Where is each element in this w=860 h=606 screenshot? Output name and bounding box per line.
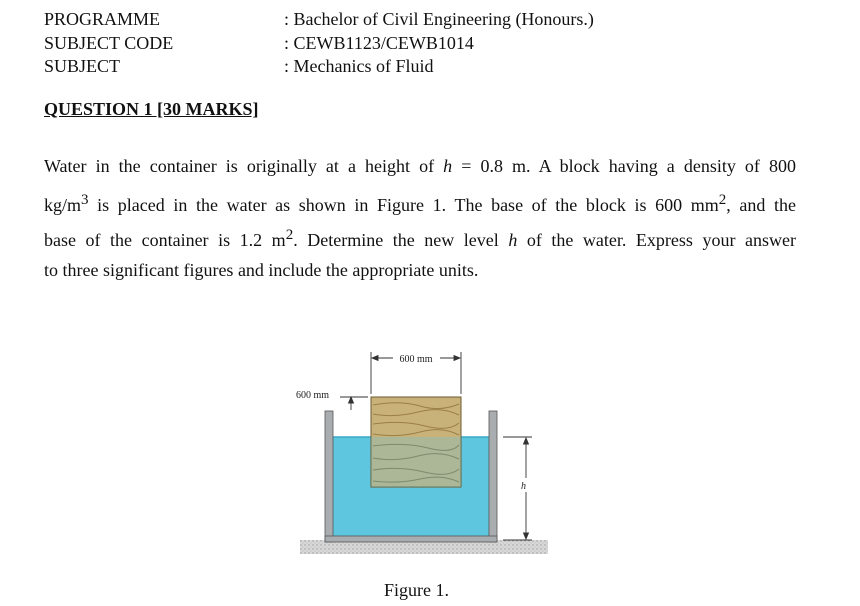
q2-text-a: kg/m [44,195,82,215]
container-base [325,536,497,542]
subject-label: SUBJECT [44,56,121,76]
q3-text-b: . Determine the new level [293,230,509,250]
q1-var-h: h [443,156,453,176]
dim-right-label: h [521,481,526,492]
subject-value: : Mechanics of Fluid [284,56,434,76]
subject-code-label: SUBJECT CODE [44,33,174,53]
q1-text-a: Water in the container is originally at a height of [44,156,444,176]
dim-left-label: 600 mm [296,390,330,401]
wooden-block [371,397,461,487]
question-title: QUESTION 1 [30 MARKS] [44,99,259,119]
container-left-wall [325,411,333,542]
q2-sup-1: 3 [81,192,89,208]
q3-sup: 2 [285,227,294,243]
programme-label: PROGRAMME [44,9,161,29]
container-right-wall [489,411,497,542]
question-line-4: to three significant figures and include the appropriate units. [44,260,479,280]
dimension-left [340,397,368,410]
dimension-right [503,437,532,540]
q3-var-h: h [508,230,518,250]
subject-code-value: : CEWB1123/CEWB1014 [284,33,474,53]
q3-text-a: base of the container is 1.2 m [44,230,286,250]
q2-sup-2: 2 [718,192,727,208]
programme-value: : Bachelor of Civil Engineering (Honours.) [284,9,594,29]
q2-text-b: is placed in the water as shown in Figure 1. The base of the block is 600 mm [88,195,719,215]
q2-text-c: , and the [726,195,797,215]
q1-text-b: = 0.8 m. A block having a density of 800 [452,156,797,176]
q3-text-c: of the water. Express your answer [517,230,796,250]
figure-caption: Figure 1. [384,580,449,600]
dim-top-label: 600 mm [399,354,433,365]
